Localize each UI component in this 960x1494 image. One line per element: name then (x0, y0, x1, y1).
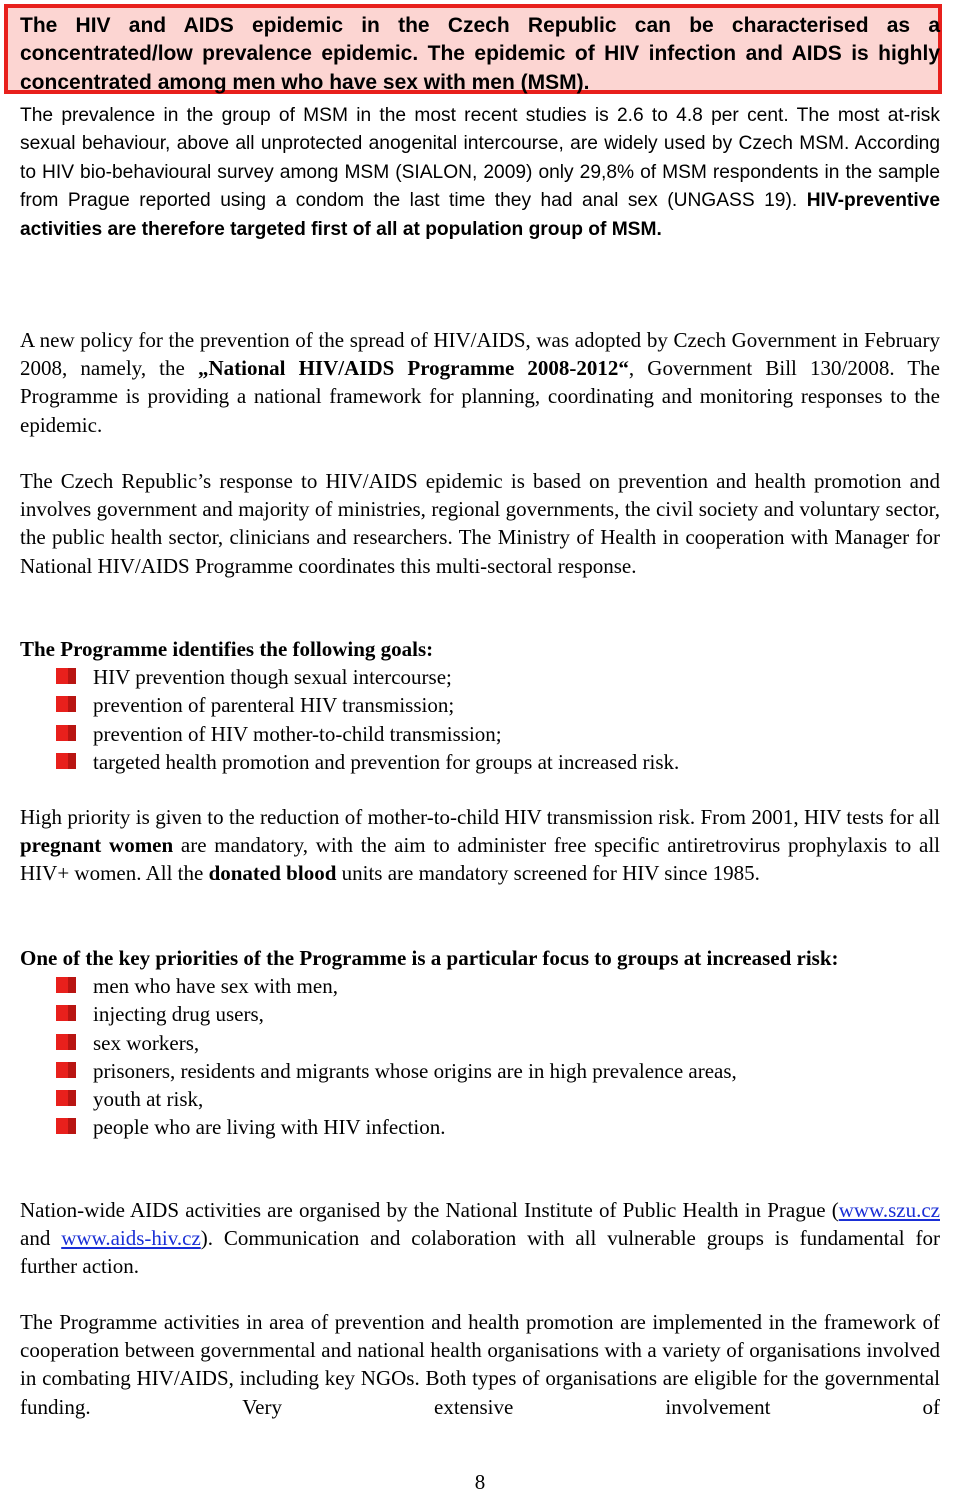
bullet-icon (56, 1118, 76, 1134)
list-item: targeted health promotion and prevention for groups at increased risk. (20, 748, 940, 776)
aids-hiv-link[interactable]: www.aids-hiv.cz (61, 1226, 201, 1251)
list-item: prevention of HIV mother-to-child transmission; (20, 720, 940, 748)
page-number: 8 (474, 1470, 486, 1494)
policy-text-1: A new policy for the prevention of the spread of HIV/AIDS, was adopted by Czech Government in February 2008, namely, the (20, 328, 940, 381)
bullet-icon (56, 977, 76, 993)
bullet-icon (56, 753, 76, 769)
prevalence-paragraph (20, 102, 940, 244)
prevalence-bold-conclusion: HIV-preventive activities are therefore targeted first of all at population group of MSM. (20, 190, 940, 240)
list-item: prevention of parenteral HIV transmission; (20, 691, 940, 719)
nationwide-paragraph (20, 1196, 940, 1281)
programme-title: „National HIV/AIDS Programme 2008-2012“ (197, 356, 629, 381)
activities-text: The Programme activities in area of prevention and health promotion are implemented in the framework of cooperation between governmental and national health organisations with a variety of organisations involved in combating HIV/AIDS, including key NGOs. Both types of organisations are eligible for the governmental funding. Very extensive involvement of (20, 1310, 940, 1419)
bullet-icon (56, 696, 76, 712)
list-item: prisoners, residents and migrants whose origins are in high prevalence areas, (20, 1057, 940, 1085)
response-text: The Czech Republic’s response to HIV/AIDS epidemic is based on prevention and health promotion and involves government and majority of ministries, regional governments, the civil society and voluntary sector, the public health sector, clinicians and researchers. The Ministry of Health in cooperation with Manager for National HIV/AIDS Programme coordinates this multi-sectoral response. (20, 469, 940, 578)
activities-paragraph (20, 1308, 940, 1421)
priority-text-3: units are mandatory screened for HIV since 1985. (336, 861, 760, 886)
priority-bold-blood: donated blood (208, 861, 337, 886)
priority-bold-pregnant: pregnant women (20, 833, 174, 858)
list-item: youth at risk, (20, 1085, 940, 1113)
goals-list (20, 663, 940, 776)
policy-text-2: , Government Bill 130/2008. The Programme is providing a national framework for planning, coordinating and monitoring responses to the epidemic. (20, 356, 940, 437)
goals-heading: The Programme identifies the following goals: (20, 637, 434, 661)
list-item: people who are living with HIV infection. (20, 1113, 940, 1141)
list-item: sex workers, (20, 1029, 940, 1057)
priority-text-1: High priority is given to the reduction of mother-to-child HIV transmission risk. From 2001, HIV tests for all (20, 805, 940, 829)
highlight-summary: The HIV and AIDS epidemic in the Czech Republic can be characterised as a concentrated/low prevalence epidemic. The epidemic of HIV infection and AIDS is highly concentrated among men who have sex with men (MSM). (20, 14, 940, 94)
priority-text-2: are mandatory, with the aim to administer free specific antiretrovirus prophylaxis to all HIV+ women. All the (20, 833, 940, 886)
nationwide-text-1: Nation-wide AIDS activities are organised by the National Institute of Public Health in Prague ( (20, 1198, 839, 1222)
groups-section (20, 944, 940, 1141)
bullet-icon (56, 1090, 76, 1106)
bullet-icon (56, 1005, 76, 1021)
nationwide-text-2: and (20, 1226, 62, 1251)
bullet-icon (56, 668, 76, 684)
response-paragraph (20, 467, 940, 580)
szu-link[interactable]: www.szu.cz (838, 1198, 940, 1222)
bullet-icon (56, 1034, 76, 1050)
bullet-icon (56, 725, 76, 741)
goals-section (20, 635, 940, 776)
list-item: men who have sex with men, (20, 972, 940, 1000)
list-item: HIV prevention though sexual intercourse; (20, 663, 940, 691)
bullet-icon (56, 1062, 76, 1078)
nationwide-text-3: ). Communication and colaboration with all vulnerable groups is fundamental for further action. (20, 1226, 940, 1279)
prevalence-text: The prevalence in the group of MSM in the most recent studies is 2.6 to 4.8 per cent. The most at-risk sexual behaviour, above all unprotected anogenital intercourse, are widely used by Czech MSM. According to HIV bio-behavioural survey among MSM (SIALON, 2009) only 29,8% of MSM respondents in the sample from Prague reported using a condom the last time they had anal sex (UNGASS 19). (20, 105, 940, 212)
priority-paragraph (20, 803, 940, 888)
groups-list (20, 972, 940, 1141)
list-item: injecting drug users, (20, 1000, 940, 1028)
policy-paragraph (20, 326, 940, 439)
groups-heading: One of the key priorities of the Programme is a particular focus to groups at increased risk: (20, 946, 839, 970)
